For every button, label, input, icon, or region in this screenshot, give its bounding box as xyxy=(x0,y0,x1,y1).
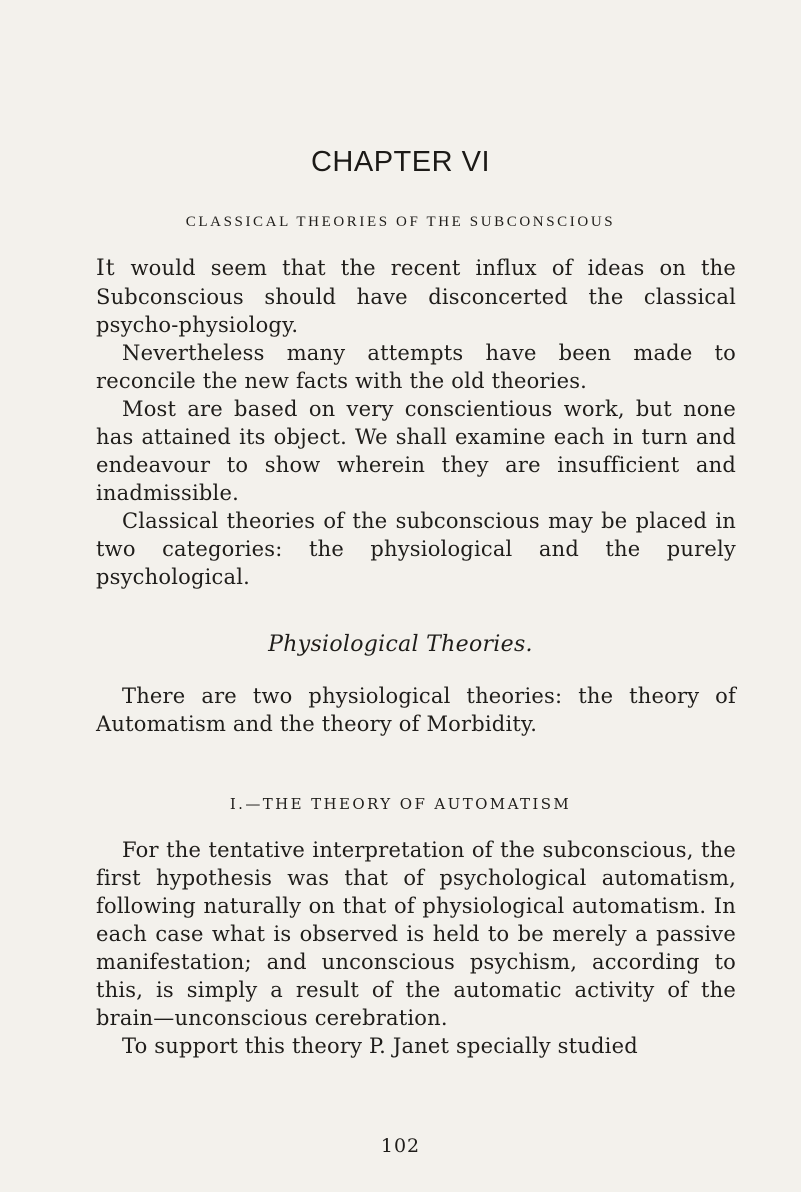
intro-paragraph-1-text: would seem that the recent influx of ideas on the Subconscious should have disconcerted the classical psycho-physiology. xyxy=(96,256,736,337)
section-text-block xyxy=(96,682,736,738)
intro-text-block xyxy=(96,254,736,591)
lead-word: It xyxy=(96,256,116,281)
subsection-paragraph-1: For the tentative interpretation of the subconscious, the first hypothesis was that of psychological automatism, following naturally on that of physiological automatism. In each case what is observed is held to be merely a passive manifestation; and unconscious psychism, according to this, is simply a result of the automatic activity of the brain—unconscious cerebration. xyxy=(96,838,736,1030)
subsection-heading: I.—THE THEORY OF AUTOMATISM xyxy=(229,795,572,813)
intro-paragraph-3: Most are based on very conscientious work, but none has attained its object. We shall examine each in turn and endeavour to show wherein they are insufficient and inadmissible. xyxy=(96,397,736,505)
intro-paragraph-4: Classical theories of the subconscious may be placed in two categories: the physiological and the purely psychological. xyxy=(96,509,736,589)
subsection-paragraph-2: To support this theory P. Janet specially studied xyxy=(122,1034,638,1058)
section-paragraph-1: There are two physiological theories: the theory of Automatism and the theory of Morbidity. xyxy=(96,684,736,736)
intro-paragraph-1 xyxy=(96,254,736,339)
page-number: 102 xyxy=(380,1135,421,1157)
section-heading: Physiological Theories. xyxy=(268,632,533,657)
chapter-subtitle: CLASSICAL THEORIES OF THE SUBCONSCIOUS xyxy=(185,214,616,230)
subsection-text-block xyxy=(96,836,736,1060)
intro-paragraph-2: Nevertheless many attempts have been made to reconcile the new facts with the old theories. xyxy=(96,341,736,393)
chapter-title: CHAPTER VI xyxy=(310,146,491,178)
